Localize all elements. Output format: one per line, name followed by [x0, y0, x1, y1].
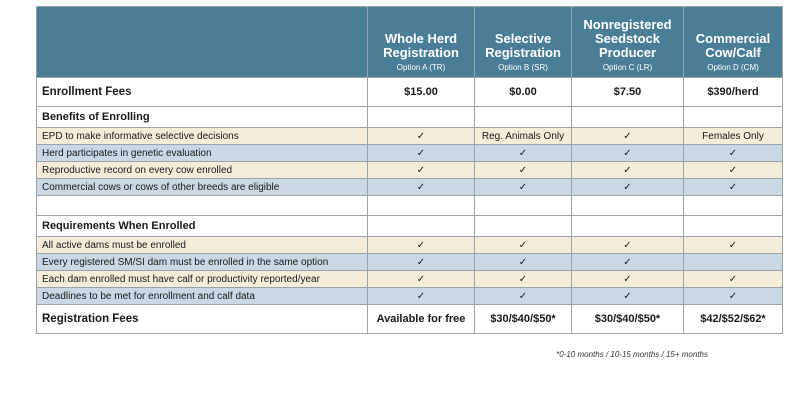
cell-value: ✓ [572, 128, 684, 145]
cell-value: ✓ [684, 162, 783, 179]
cell-value: ✓ [368, 128, 475, 145]
cell-value: ✓ [368, 179, 475, 196]
column-subtitle: Option C (LR) [602, 63, 653, 72]
fee-value: $42/$52/$62* [684, 305, 783, 334]
cell-value: ✓ [684, 237, 783, 254]
table-row [37, 254, 783, 271]
cell-value [684, 254, 783, 271]
row-label: Each dam enrolled must have calf or productivity reported/year [37, 271, 368, 288]
cell-value: ✓ [368, 271, 475, 288]
header-blank-cell [37, 7, 368, 78]
cell-value: ✓ [572, 288, 684, 305]
row-label: Enrollment Fees [37, 78, 368, 107]
column-title: Nonregistered Seedstock Producer [583, 17, 672, 60]
section-title: Benefits of Enrolling [37, 107, 368, 128]
age-footnote: *0-10 months / 10-15 months / 15+ months [556, 350, 708, 359]
cell-value: ✓ [572, 237, 684, 254]
row-label: All active dams must be enrolled [37, 237, 368, 254]
row-label: Herd participates in genetic evaluation [37, 145, 368, 162]
cell-value: ✓ [368, 254, 475, 271]
row-label: Commercial cows or cows of other breeds are eligible [37, 179, 368, 196]
column-header-option-a [368, 7, 475, 78]
registration-fees-row [37, 305, 783, 334]
column-title: Selective Registration [485, 31, 561, 60]
fee-value: $30/$40/$50* [475, 305, 572, 334]
cell-value: ✓ [684, 288, 783, 305]
section-header-benefits [37, 107, 783, 128]
cell-value: ✓ [572, 254, 684, 271]
cell-value: ✓ [572, 179, 684, 196]
table-row [37, 179, 783, 196]
enrollment-options-table [36, 6, 783, 334]
cell-value: ✓ [572, 271, 684, 288]
cell-value: ✓ [684, 179, 783, 196]
cell-value: ✓ [368, 288, 475, 305]
section-header-requirements [37, 216, 783, 237]
cell-value: ✓ [475, 288, 572, 305]
cell-value: ✓ [475, 145, 572, 162]
section-title: Requirements When Enrolled [37, 216, 368, 237]
column-header-option-b [475, 7, 572, 78]
row-label: Deadlines to be met for enrollment and calf data [37, 288, 368, 305]
column-subtitle: Option A (TR) [396, 63, 446, 72]
table-row [37, 162, 783, 179]
column-subtitle: Option B (SR) [498, 63, 548, 72]
spacer-row [37, 196, 783, 216]
cell-value: ✓ [475, 237, 572, 254]
column-header-option-d [684, 7, 783, 78]
column-header-option-c [572, 7, 684, 78]
cell-value: Females Only [684, 128, 783, 145]
row-label: Reproductive record on every cow enrolled [37, 162, 368, 179]
cell-value: Reg. Animals Only [475, 128, 572, 145]
fee-value: $15.00 [368, 78, 475, 107]
column-title: Commercial Cow/Calf [695, 31, 771, 60]
column-title: Whole Herd Registration [383, 31, 459, 60]
column-subtitle: Option D (CM) [707, 63, 759, 72]
header-row [37, 7, 783, 78]
cell-value: ✓ [475, 179, 572, 196]
fee-value: $390/herd [684, 78, 783, 107]
cell-value: ✓ [572, 145, 684, 162]
table-row [37, 288, 783, 305]
cell-value: ✓ [368, 145, 475, 162]
cell-value: ✓ [475, 162, 572, 179]
table-row [37, 271, 783, 288]
cell-value: ✓ [368, 162, 475, 179]
table-row [37, 145, 783, 162]
row-label: Registration Fees [37, 305, 368, 334]
fee-value: $30/$40/$50* [572, 305, 684, 334]
table-row [37, 128, 783, 145]
cell-value: ✓ [572, 162, 684, 179]
cell-value: ✓ [684, 145, 783, 162]
fee-value: $0.00 [475, 78, 572, 107]
fee-value: Available for free [368, 305, 475, 334]
cell-value: ✓ [475, 254, 572, 271]
enrollment-fees-row [37, 78, 783, 107]
row-label: EPD to make informative selective decisions [37, 128, 368, 145]
cell-value: ✓ [368, 237, 475, 254]
row-label: Every registered SM/SI dam must be enrolled in the same option [37, 254, 368, 271]
cell-value: ✓ [475, 271, 572, 288]
cell-value: ✓ [684, 271, 783, 288]
table-row [37, 237, 783, 254]
fee-value: $7.50 [572, 78, 684, 107]
